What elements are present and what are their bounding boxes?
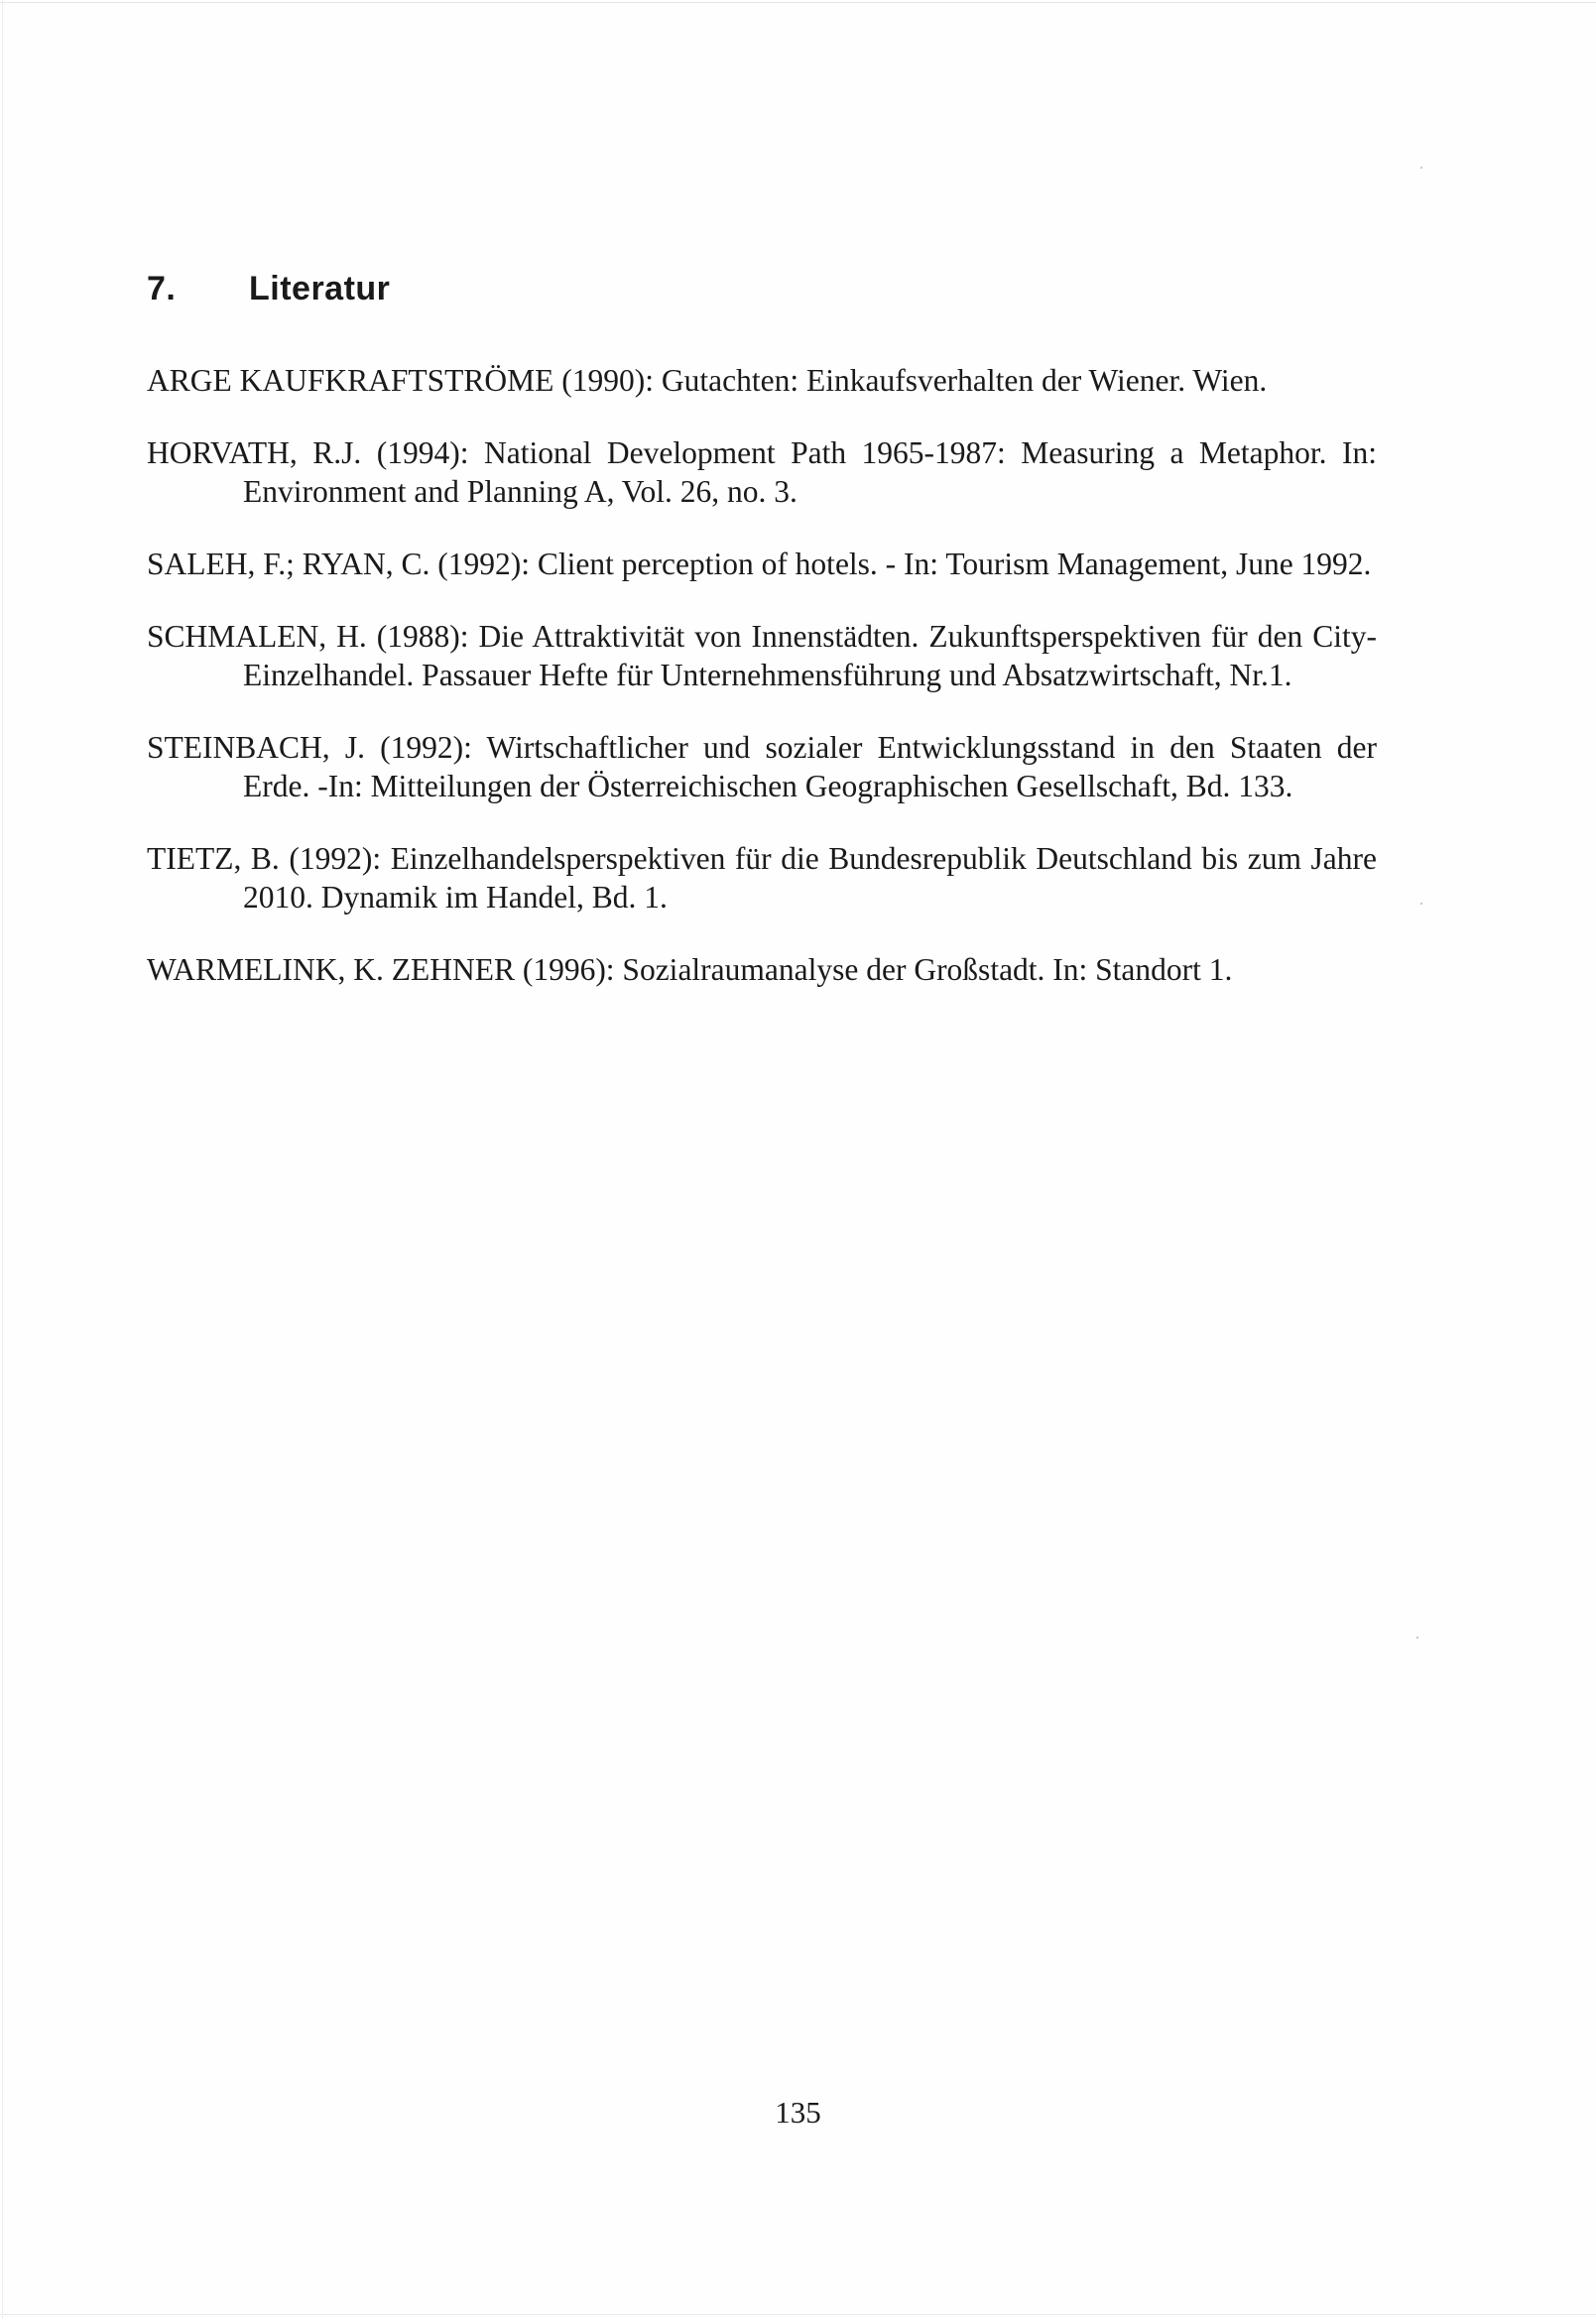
reference-entry: ARGE KAUFKRAFTSTRÖME (1990): Gutachten: Einkaufsverhalten der Wiener. Wien.: [147, 363, 1268, 398]
reference-list: [147, 361, 1377, 1023]
section-title: Literatur: [249, 270, 391, 307]
section-heading: [147, 270, 390, 308]
reference-entry: SCHMALEN, H. (1988): Die Attraktivität von Innenstädten. Zukunftsperspektiven für den City-Einzelhandel. Passauer Hefte für Unternehmensführung und Absatzwirtschaft, Nr.1.: [147, 619, 1377, 692]
scan-speck: [1416, 1637, 1418, 1639]
scan-edge-bottom: [0, 2314, 1596, 2315]
reference-entry: SALEH, F.; RYAN, C. (1992): Client perception of hotels. - In: Tourism Management, June 1992.: [147, 547, 1372, 581]
scan-edge-top: [0, 2, 1596, 3]
page-number: 135: [775, 2095, 821, 2130]
section-number: 7.: [147, 270, 177, 307]
scan-speck: [1420, 167, 1422, 169]
reference-entry: WARMELINK, K. ZEHNER (1996): Sozialraumanalyse der Großstadt. In: Standort 1.: [147, 952, 1233, 987]
reference-entry: STEINBACH, J. (1992): Wirtschaftlicher und sozialer Entwicklungsstand in den Staaten der Erde. -In: Mitteilungen der Österreichischen Geographischen Gesellschaft, Bd. 133.: [147, 730, 1377, 803]
reference-entry: HORVATH, R.J. (1994): National Development Path 1965-1987: Measuring a Metaphor. In: Environment and Planning A, Vol. 26, no. 3.: [147, 435, 1377, 509]
scan-speck: [1420, 903, 1422, 905]
reference-entry: TIETZ, B. (1992): Einzelhandelsperspektiven für die Bundesrepublik Deutschland bis zum Jahre 2010. Dynamik im Handel, Bd. 1.: [147, 841, 1377, 915]
scan-edge-left: [2, 0, 3, 2318]
